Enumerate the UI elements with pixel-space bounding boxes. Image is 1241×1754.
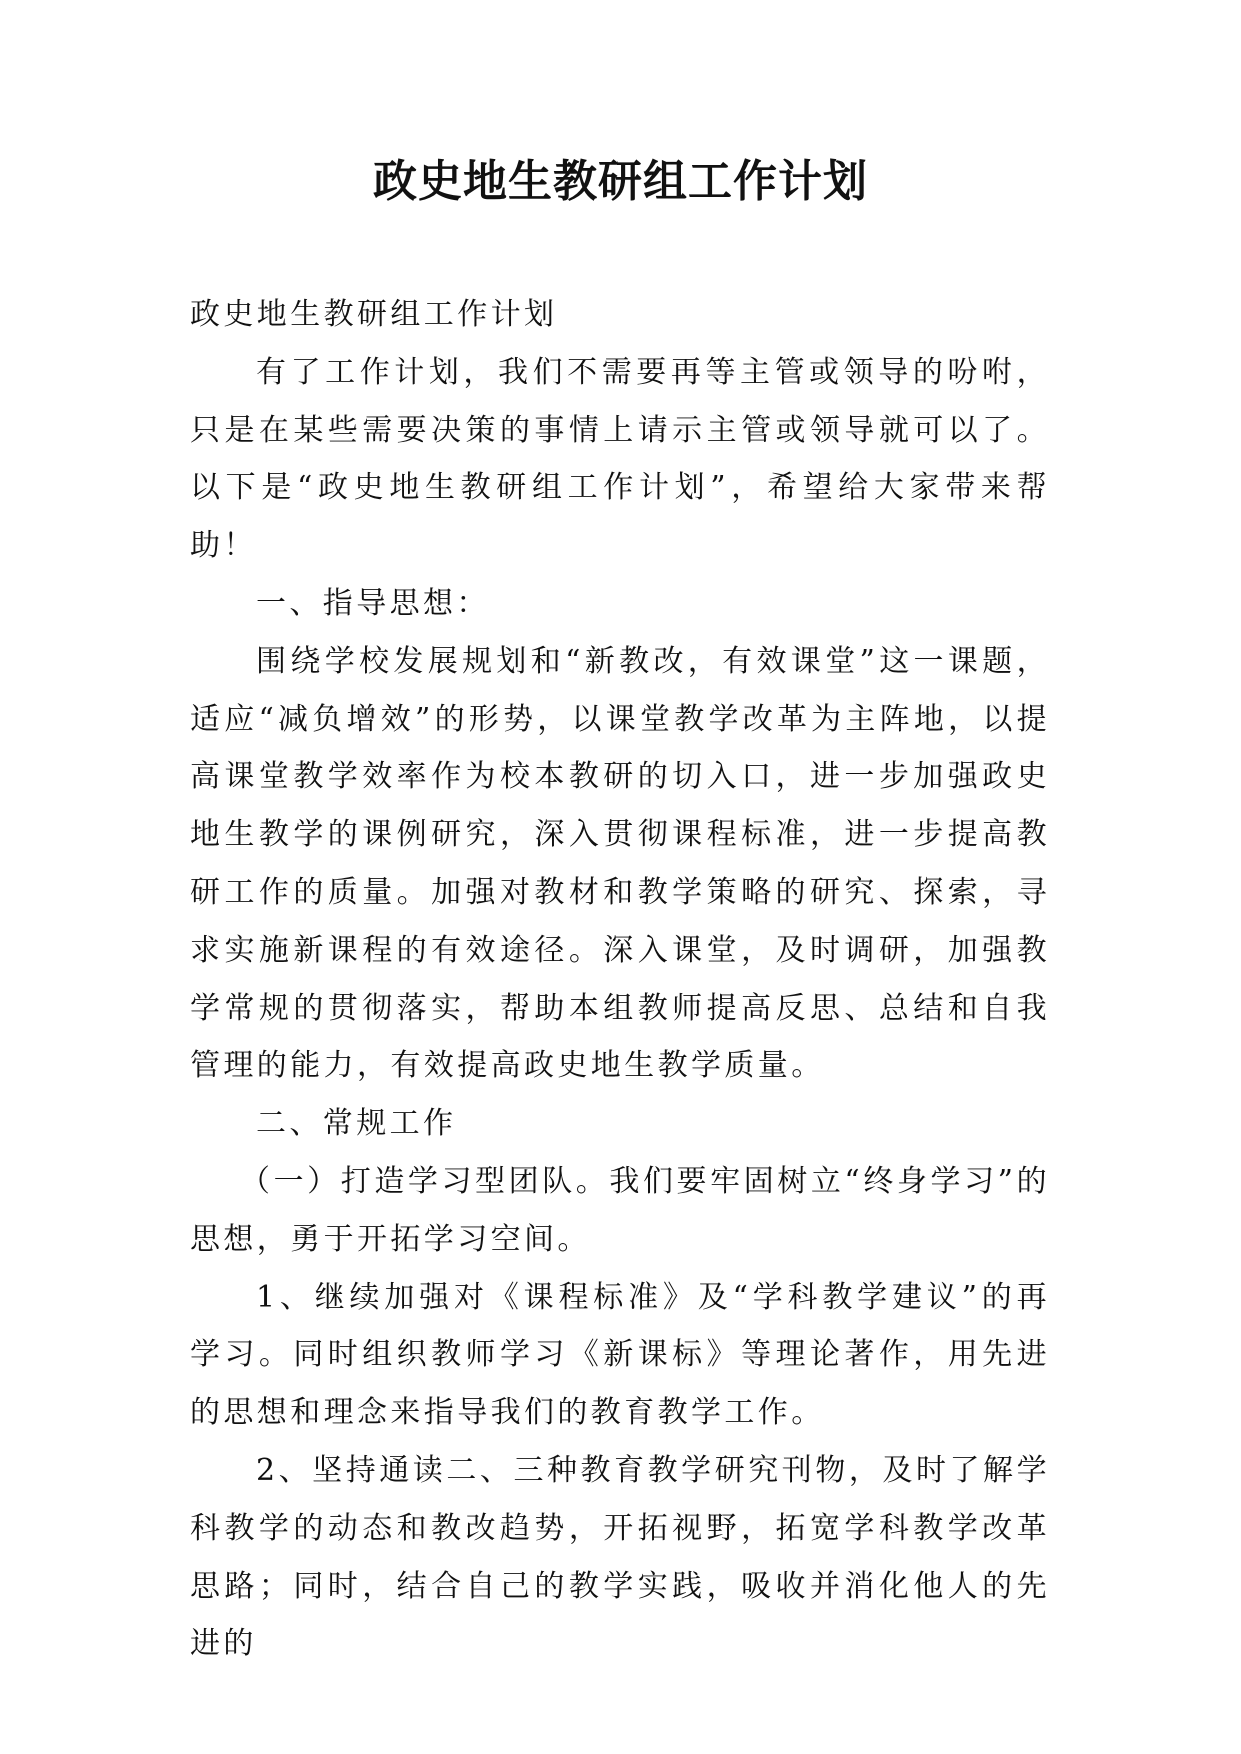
subtitle-paragraph: 政史地生教研组工作计划 (190, 297, 558, 332)
section-heading-routine-work: 二、常规工作 (256, 1106, 457, 1142)
intro-paragraph: 有了工作计划，我们不需要再等主管或领导的吩咐，只是在某些需要决策的事情上请示主管或领导就可以了。以下是“政史地生教研组工作计划”，希望给大家带来帮助！ (190, 354, 1050, 564)
document-title: 政史地生教研组工作计划 (373, 156, 868, 207)
item-2-paragraph: 2、坚持通读二、三种教育教学研究刊物，及时了解学科教学的动态和教改趋势，开拓视野，拓宽学科教学改革思路；同时，结合自己的教学实践，吸收并消化他人的先进的 (190, 1452, 1050, 1662)
document-body (190, 286, 1050, 1673)
item-1-paragraph: 1、继续加强对《课程标准》及“学科教学建议”的再学习。同时组织教师学习《新课标》等理论著作，用先进的思想和理念来指导我们的教育教学工作。 (190, 1279, 1050, 1431)
section-heading-guiding-ideology: 一、指导思想： (256, 585, 490, 621)
guiding-ideology-paragraph: 围绕学校发展规划和“新教改，有效课堂”这一课题，适应“减负增效”的形势，以课堂教学改革为主阵地，以提高课堂教学效率作为校本教研的切入口，进一步加强政史地生教学的课例研究，深入贯彻课程标准，进一步提高教研工作的质量。加强对教材和教学策略的研究、探索，寻求实施新课程的有效途径。深入课堂，及时调研，加强教学常规的贯彻落实，帮助本组教师提高反思、总结和自我管理的能力，有效提高政史地生教学质量。 (190, 643, 1050, 1084)
learning-team-paragraph: （一）打造学习型团队。我们要牢固树立“终身学习”的思想，勇于开拓学习空间。 (190, 1163, 1050, 1257)
